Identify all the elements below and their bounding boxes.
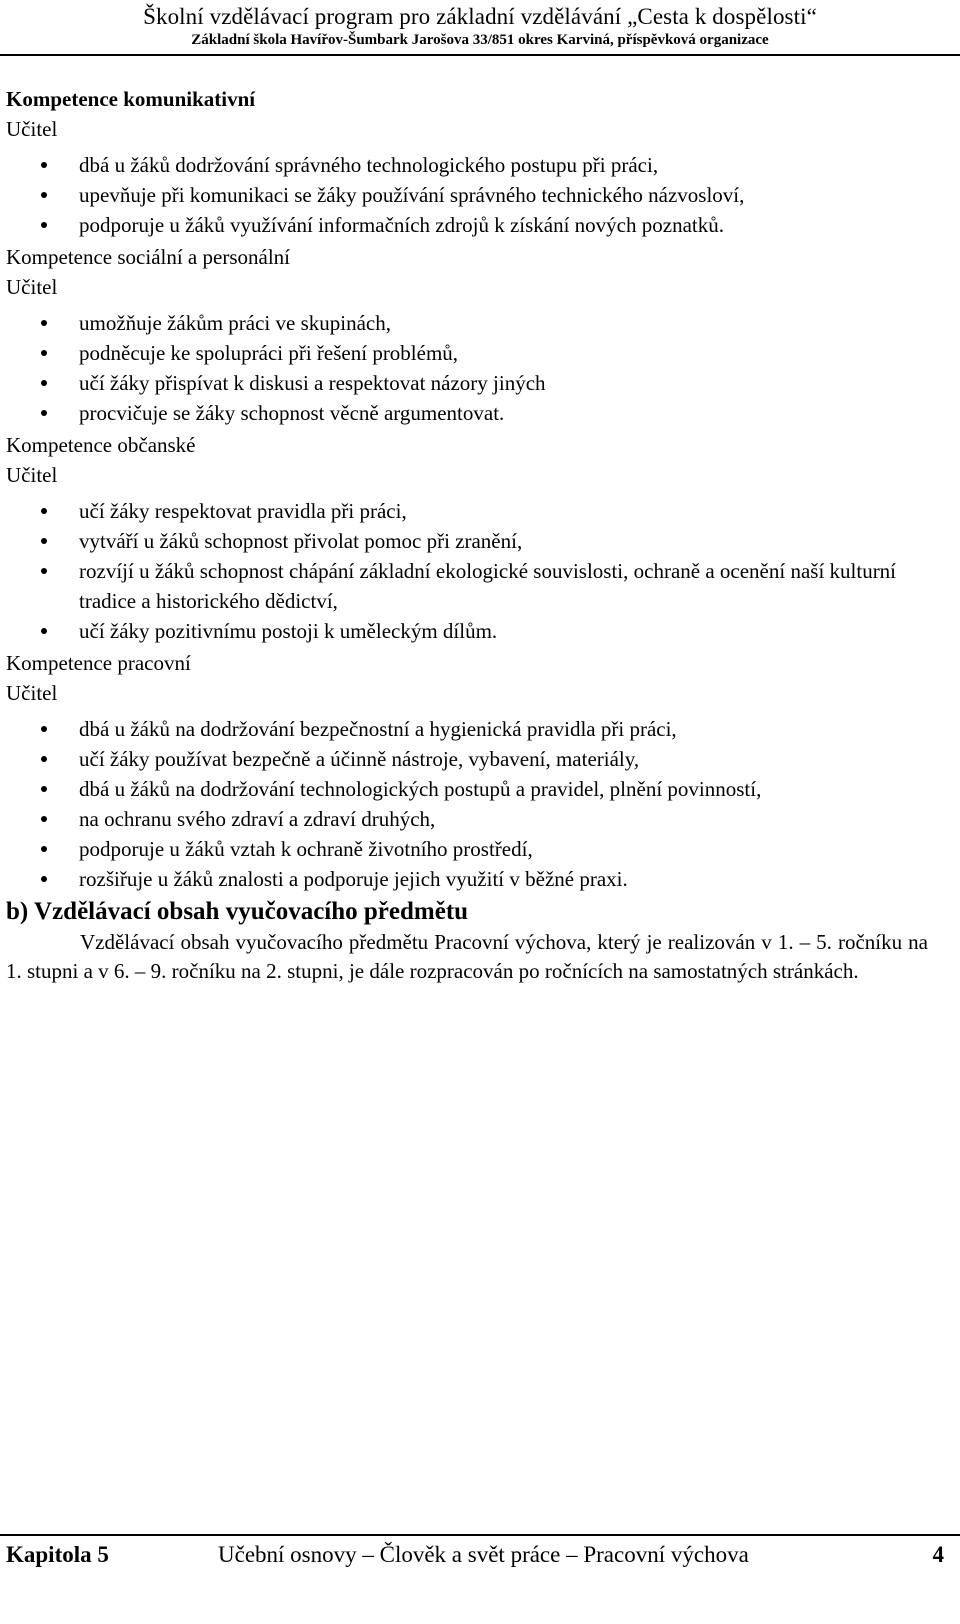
page-footer <box>6 1537 952 1573</box>
section-communicative <box>6 84 956 242</box>
list-item: učí žáky používat bezpečně a účinně nástroje, vybavení, materiály, <box>6 744 956 774</box>
list-item: procvičuje se žáky schopnost věcně argumentovat. <box>6 398 956 428</box>
list-item: dbá u žáků na dodržování bezpečnostní a hygienická pravidla při práci, <box>6 714 956 744</box>
page-number: 4 <box>932 1542 944 1567</box>
section-heading: Kompetence sociální a personální <box>6 245 290 269</box>
list-item: podporuje u žáků využívání informačních zdrojů k získání nových poznatků. <box>6 210 956 240</box>
list-item: učí žáky přispívat k diskusi a respektovat názory jiných <box>6 368 956 398</box>
list-item: na ochranu svého zdraví a zdraví druhých, <box>6 804 956 834</box>
bullet-icon <box>41 726 47 732</box>
bullet-icon <box>41 876 47 882</box>
teacher-label: Učitel <box>6 681 58 705</box>
footer-chapter: Kapitola 5 <box>6 1542 109 1567</box>
bullet-icon <box>41 162 47 168</box>
bullet-icon <box>41 508 47 514</box>
list-item: učí žáky pozitivnímu postoji k uměleckým dílům. <box>6 616 956 646</box>
bullet-icon <box>41 410 47 416</box>
content-heading: b) Vzdělávací obsah vyučovacího předmětu <box>6 898 469 925</box>
bullet-icon <box>41 628 47 634</box>
bullet-icon <box>41 222 47 228</box>
bullet-icon <box>41 816 47 822</box>
list-item: dbá u žáků na dodržování technologických postupů a pravidel, plnění povinností, <box>6 774 956 804</box>
bullet-icon <box>41 538 47 544</box>
bullet-icon <box>41 846 47 852</box>
list-item: učí žáky respektovat pravidla při práci, <box>6 496 956 526</box>
section-civic <box>6 430 956 648</box>
competence-list <box>6 302 956 430</box>
school-name: Základní škola Havířov-Šumbark Jarošova 33/851 okres Karviná, příspěvková organizace <box>191 32 769 48</box>
header-divider <box>0 54 960 56</box>
list-item: upevňuje při komunikaci se žáky používání správného technického názvosloví, <box>6 180 956 210</box>
bullet-icon <box>41 320 47 326</box>
bullet-icon <box>41 350 47 356</box>
list-item: rozšiřuje u žáků znalosti a podporuje jejich využití v běžné praxi. <box>6 864 956 894</box>
teacher-label: Učitel <box>6 463 58 487</box>
section-work <box>6 648 956 896</box>
list-item: rozvíjí u žáků schopnost chápání základní ekologické souvislosti, ochraně a ocenění naší kulturní tradice a historického dědictví, <box>6 556 956 616</box>
teacher-label: Učitel <box>6 117 58 141</box>
teacher-label: Učitel <box>6 275 58 299</box>
section-heading: Kompetence komunikativní <box>6 87 256 111</box>
section-heading: Kompetence občanské <box>6 433 196 457</box>
document-title: Školní vzdělávací program pro základní vzdělávání „Cesta k dospělosti“ <box>143 4 817 29</box>
section-heading: Kompetence pracovní <box>6 651 191 675</box>
list-item: dbá u žáků dodržování správného technologického postupu při práci, <box>6 150 956 180</box>
content-paragraph: Vzdělávací obsah vyučovacího předmětu Pracovní výchova, který je realizován v 1. – 5. ročníku na 1. stupni a v 6. – 9. ročníku na 2. stupni, je dále rozpracován po ročnících na samostatných stránkách. <box>6 930 928 983</box>
footer-title: Učební osnovy – Člověk a svět práce – Pracovní výchova <box>218 1542 749 1567</box>
bullet-icon <box>41 380 47 386</box>
bullet-icon <box>41 786 47 792</box>
bullet-icon <box>41 192 47 198</box>
list-item: umožňuje žákům práci ve skupinách, <box>6 308 956 338</box>
competence-list <box>6 144 956 242</box>
bullet-icon <box>41 568 47 574</box>
page-content <box>6 84 956 986</box>
section-social-personal <box>6 242 956 430</box>
list-item: podněcuje ke spolupráci při řešení problémů, <box>6 338 956 368</box>
competence-list <box>6 708 956 896</box>
bullet-icon <box>41 756 47 762</box>
footer-divider <box>0 1534 960 1536</box>
competence-list <box>6 490 956 648</box>
list-item: podporuje u žáků vztah k ochraně životního prostředí, <box>6 834 956 864</box>
list-item: vytváří u žáků schopnost přivolat pomoc při zranění, <box>6 526 956 556</box>
